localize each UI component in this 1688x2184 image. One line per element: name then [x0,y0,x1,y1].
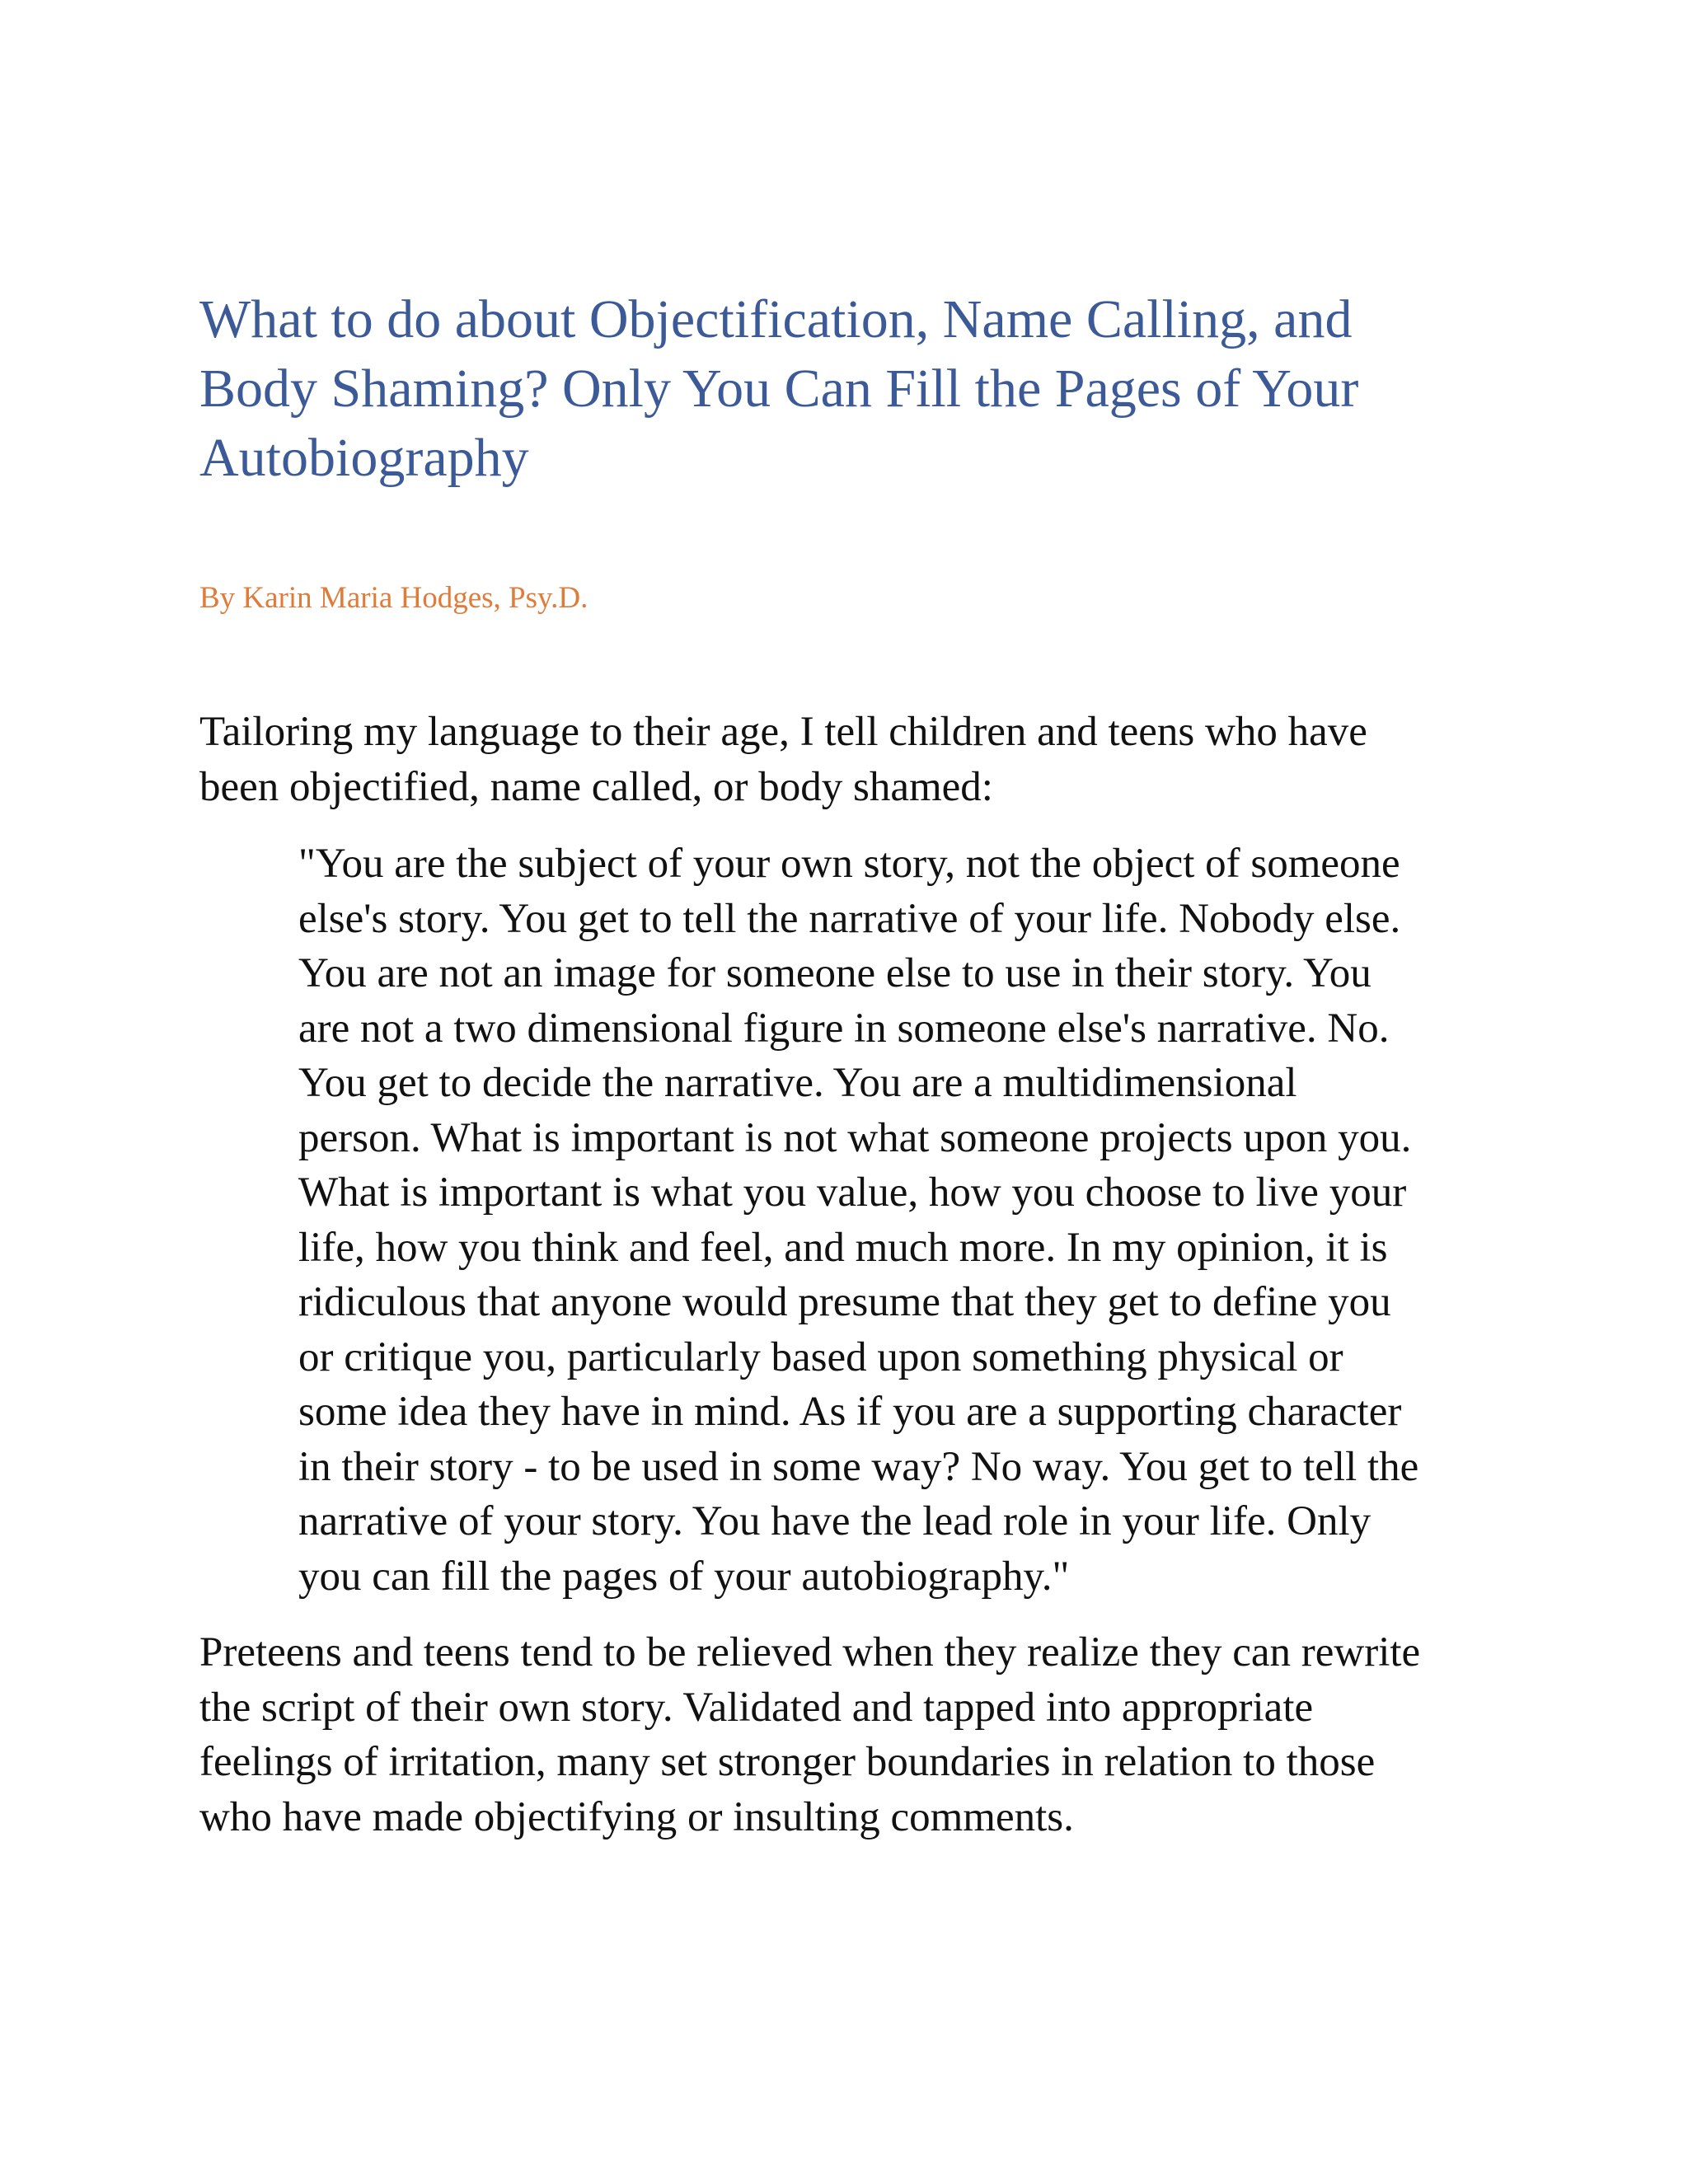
text-line: Preteens and teens tend to be relieved when they realize they can rewrite [199,1629,1421,1675]
title-line: What to do about Objectification, Name Calling, and [199,289,1353,349]
title-line: Autobiography [199,428,529,488]
quote-line: in their story - to be used in some way? No way. You get to tell the [298,1443,1419,1490]
block-quote [298,837,1418,1604]
text-line: feelings of irritation, many set stronger boundaries in relation to those [199,1739,1376,1785]
author-byline: By Karin Maria Hodges, Psy.D. [199,581,588,615]
quote-line: You are not an image for someone else to use in their story. You [298,950,1372,996]
text-line: the script of their own story. Validated and tapped into appropriate [199,1684,1314,1731]
closing-paragraph [199,1625,1420,1844]
title-line: Body Shaming? Only You Can Fill the Pages of Your [199,359,1359,419]
quote-line: or critique you, particularly based upon something physical or [298,1333,1343,1380]
text-line: who have made objectifying or insulting comments. [199,1793,1074,1840]
quote-line: What is important is what you value, how you choose to live your [298,1169,1407,1216]
quote-line: are not a two dimensional figure in someone else's narrative. No. [298,1005,1390,1052]
quote-line: "You are the subject of your own story, not the object of someone [298,841,1400,887]
text-line: Tailoring my language to their age, I tell children and teens who have [199,709,1367,755]
article-title [199,285,1485,493]
quote-line: else's story. You get to tell the narrative of your life. Nobody else. [298,895,1401,942]
quote-line: You get to decide the narrative. You are a multidimensional [298,1060,1297,1106]
text-line: been objectified, name called, or body shamed: [199,763,993,810]
quote-line: some idea they have in mind. As if you are a supporting character [298,1389,1402,1435]
quote-line: person. What is important is not what someone projects upon you. [298,1114,1412,1161]
quote-line: life, how you think and feel, and much more. In my opinion, it is [298,1224,1388,1271]
quote-line: narrative of your story. You have the lead role in your life. Only [298,1498,1372,1544]
quote-line: you can fill the pages of your autobiography." [298,1553,1070,1600]
intro-paragraph [199,705,1367,814]
quote-line: ridiculous that anyone would presume that they get to define you [298,1279,1391,1325]
